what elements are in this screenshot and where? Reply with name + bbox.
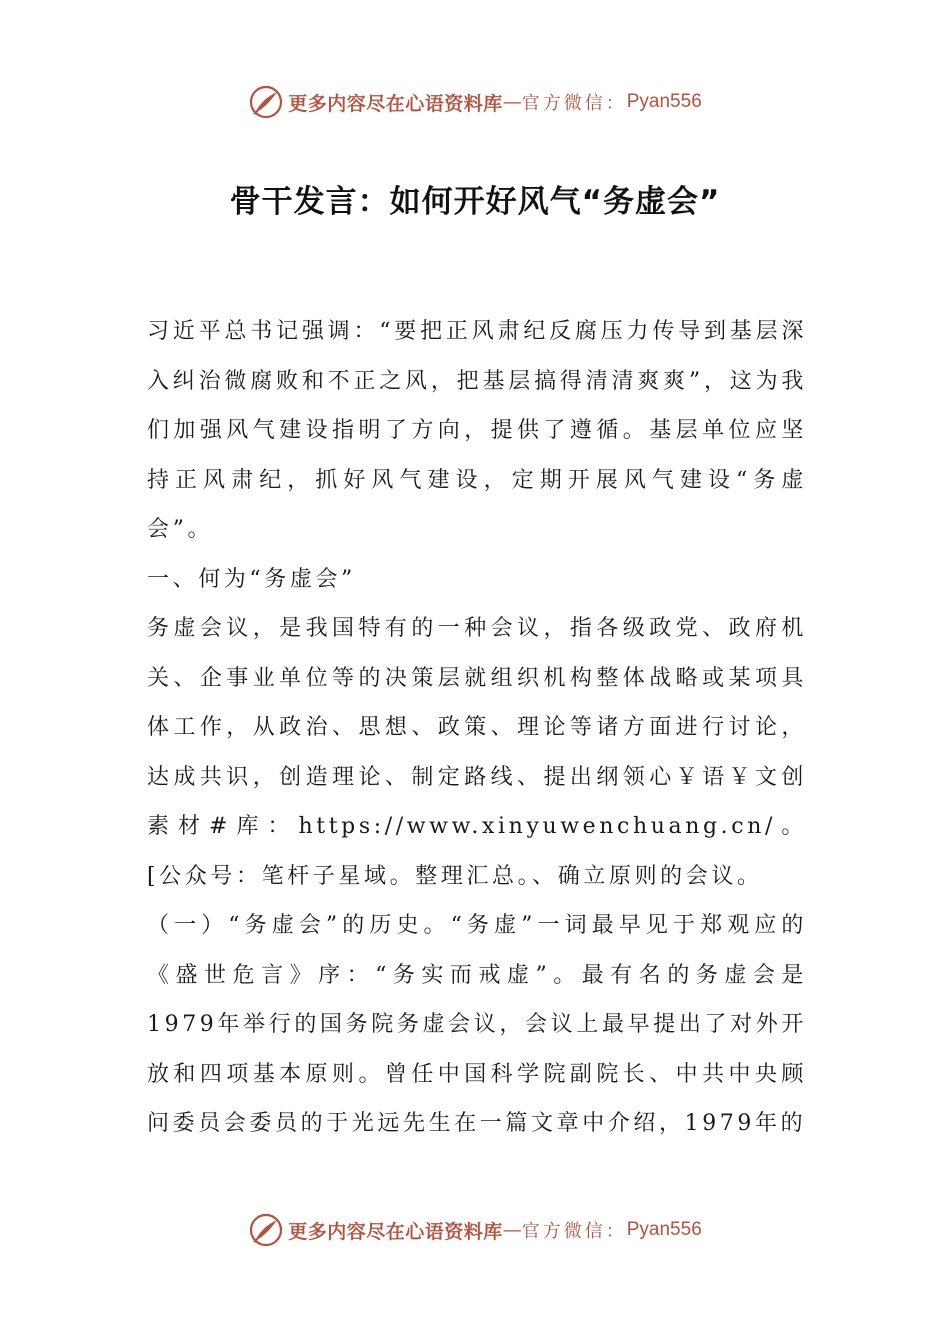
banner-label: 官方微信： (521, 1221, 627, 1242)
banner-brand: 更多内容尽在心语资料库 (288, 1220, 503, 1243)
document-body (147, 307, 807, 1149)
banner-dash: — (502, 91, 522, 113)
paragraph-history: （一）“务虚会”的历史。“务虚”一词最早见于郑观应的《盛世危言》序：“务实而戒虚”。最有名的务虚会是1979年举行的国务院务虚会议，会议上最早提出了对外开放和四项基本原则。曾任中国科学院副院长、中共中央顾问委员会委员的于光远先生在一篇文章中介绍，1979年的 (147, 913, 807, 1136)
paragraph-definition: 务虚会议，是我国特有的一种会议，指各级政党、政府机关、企事业单位等的决策层就组织机构整体战略或某项具体工作，从政治、思想、政策、理论等诸方面进行讨论，达成共识，创造理论、制定路线、提出纲领心￥语￥文创素材#库：https://www.xinyuwenchuang.cn/。[公众号：笔杆子星域。整理汇总。、确立原则的会议。 (147, 616, 807, 889)
paragraph-intro: 习近平总书记强调：“要把正风肃纪反腐压力传导到基层深入纠治微腐败和不正之风，把基层搞得清清爽爽”，这为我们加强风气建设指明了方向，提供了遵循。基层单位应坚持正风肃纪，抓好风气建设，定期开展风气建设“务虚会”。 (147, 319, 807, 542)
quill-logo-icon (248, 1212, 284, 1248)
banner-dash: — (502, 1219, 522, 1241)
footer-banner (0, 1210, 950, 1250)
banner-wechat-id: Pyan556 (626, 91, 702, 112)
banner-brand: 更多内容尽在心语资料库 (288, 92, 503, 115)
header-banner (0, 82, 950, 122)
banner-label: 官方微信： (521, 93, 627, 114)
quill-logo-icon (248, 84, 284, 120)
document-title: 骨干发言：如何开好风气“务虚会” (229, 184, 721, 220)
banner-wechat-id: Pyan556 (626, 1219, 702, 1240)
section-heading: 一、何为“务虚会” (147, 566, 356, 592)
